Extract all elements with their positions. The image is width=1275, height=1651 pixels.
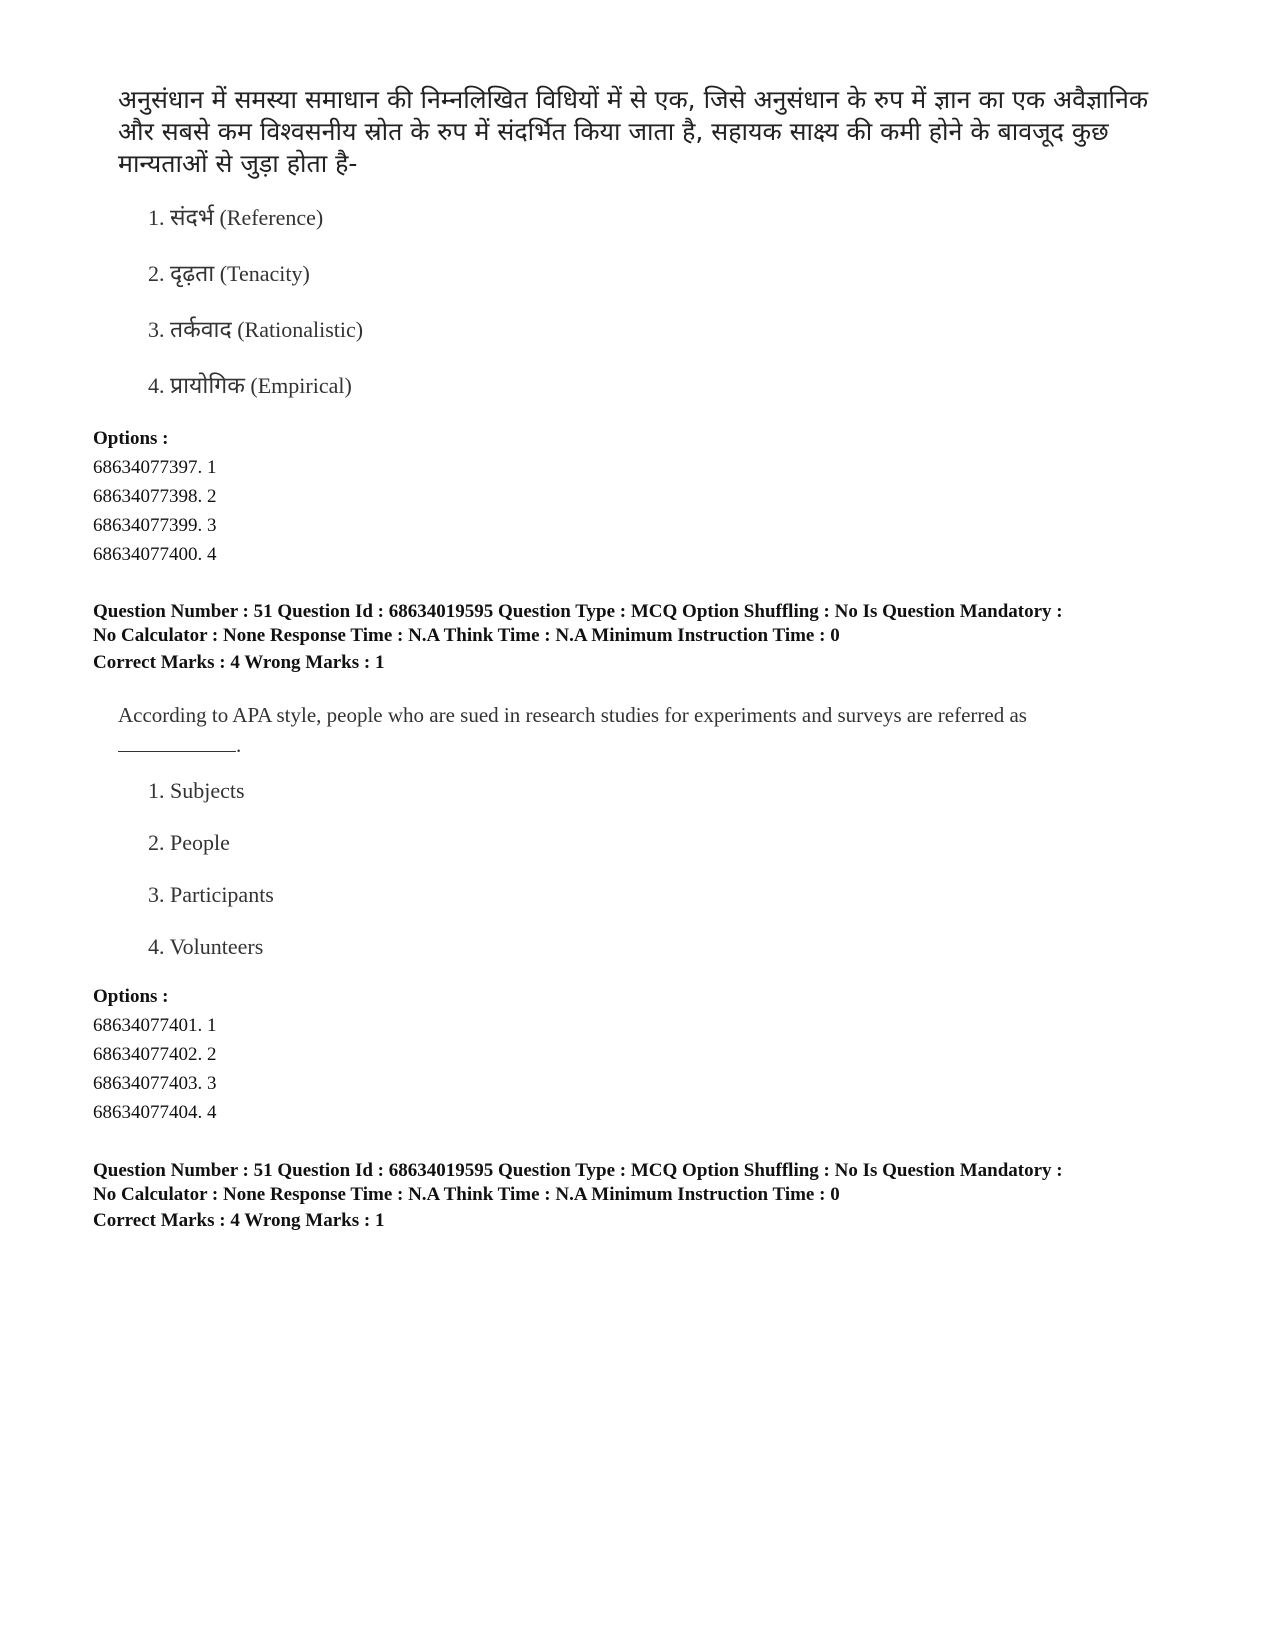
question-marks: Correct Marks : 4 Wrong Marks : 1 (93, 1210, 385, 1231)
options-title: Options : (93, 428, 169, 449)
question-meta: Question Number : 51 Question Id : 68634019595 Question Type : MCQ Option Shuffling : No Is Question Mandatory : No Calculator : None Response Time : N.A Think Time : N.A Minimum Instruction Time : 0 (93, 601, 1063, 646)
option-item: 68634077397. 1 (93, 457, 217, 478)
option-item: 68634077399. 3 (93, 515, 217, 536)
question-choice-3: 3. Participants (148, 882, 274, 907)
options-list (93, 424, 217, 569)
option-item: 68634077400. 4 (93, 544, 217, 565)
options-title: Options : (93, 986, 169, 1007)
question-choice-2: 2. दृढ़ता (Tenacity) (148, 261, 310, 287)
question-choice-1: 1. संदर्भ (Reference) (148, 205, 324, 231)
question-choice-3: 3. तर्कवाद (Rationalistic) (148, 317, 364, 343)
question-text-hindi: अनुसंधान में समस्या समाधान की निम्नलिखित विधियों में से एक, जिसे अनुसंधान के रुप में ज्ञान का एक अवैज्ञानिक और सबसे कम विश्वसनीय स्रोत के रुप में संदर्भित किया जाता है, सहायक साक्ष्य की कमी होने के बावजूद कुछ मान्यताओं से जुड़ा होता है- (118, 85, 1149, 178)
question-meta: Question Number : 51 Question Id : 68634019595 Question Type : MCQ Option Shuffling : No Is Question Mandatory : No Calculator : None Response Time : N.A Think Time : N.A Minimum Instruction Time : 0 (93, 1160, 1063, 1205)
question-choice-4: 4. Volunteers (148, 934, 264, 959)
option-item: 68634077404. 4 (93, 1102, 217, 1123)
question-marks: Correct Marks : 4 Wrong Marks : 1 (93, 652, 385, 673)
options-list (93, 982, 217, 1127)
question-choice-1: 1. Subjects (148, 778, 245, 803)
option-item: 68634077403. 3 (93, 1073, 217, 1094)
option-item: 68634077402. 2 (93, 1044, 217, 1065)
answer-blank (118, 731, 236, 752)
option-item: 68634077401. 1 (93, 1015, 217, 1036)
option-item: 68634077398. 2 (93, 486, 217, 507)
question-choice-4: 4. प्रायोगिक (Empirical) (148, 373, 352, 399)
question-text: According to APA style, people who are sued in research studies for experiments and surveys are referred as . (118, 703, 1027, 757)
question-choice-2: 2. People (148, 830, 230, 855)
